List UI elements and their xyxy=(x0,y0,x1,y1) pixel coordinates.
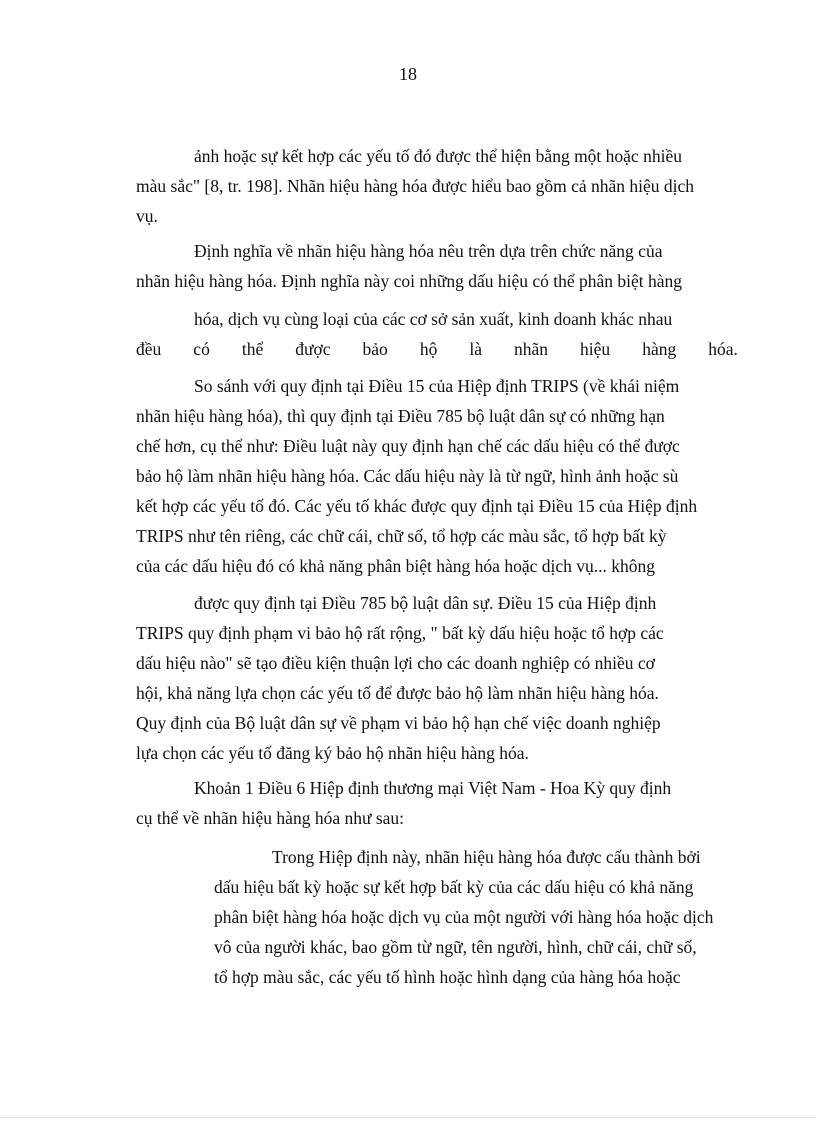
page-bottom-edge xyxy=(0,1117,816,1118)
word: nhãn xyxy=(514,339,549,359)
word: bảo xyxy=(362,339,388,359)
quote-line: dấu hiệu bất kỳ hoặc sự kết hợp bất kỳ của các dấu hiệu có khả năng xyxy=(214,877,694,897)
text-line: Khoản 1 Điều 6 Hiệp định thương mại Việt Nam - Hoa Kỳ quy định xyxy=(194,778,672,798)
text-line: hóa, dịch vụ cùng loại của các cơ sở sản xuất, kinh doanh khác nhau xyxy=(194,309,673,329)
word: hiệu xyxy=(580,339,611,359)
text-line: lựa chọn các yếu tố đăng ký bảo hộ nhãn hiệu hàng hóa. xyxy=(136,743,529,763)
text-line: nhãn hiệu hàng hóa. Định nghĩa này coi những dấu hiệu có thể phân biệt hàng xyxy=(136,271,683,291)
word: hàng xyxy=(642,339,677,359)
text-line: vụ. xyxy=(136,206,158,226)
word: thể xyxy=(241,339,264,359)
text-line: hội, khả năng lựa chọn các yếu tố để được bảo hộ làm nhãn hiệu hàng hóa. xyxy=(136,683,659,703)
text-line: nhãn hiệu hàng hóa), thì quy định tại Điều 785 bộ luật dân sự có những hạn xyxy=(136,406,665,426)
word: là xyxy=(469,339,482,359)
text-line: ảnh hoặc sự kết hợp các yếu tố đó được thể hiện bằng một hoặc nhiều xyxy=(194,146,682,166)
word: được xyxy=(295,339,331,359)
justified-line xyxy=(136,334,738,364)
text-line: Quy định của Bộ luật dân sự về phạm vi bảo hộ hạn chế việc doanh nghiệp xyxy=(136,713,661,733)
text-line: được quy định tại Điều 785 bộ luật dân sự. Điều 15 của Hiệp định xyxy=(194,593,657,613)
quote-line: tổ hợp màu sắc, các yếu tố hình hoặc hình dạng của hàng hóa hoặc xyxy=(214,967,681,987)
text-line: màu sắc" [8, tr. 198]. Nhãn hiệu hàng hóa được hiểu bao gồm cả nhãn hiệu dịch xyxy=(136,176,695,196)
text-line: Định nghĩa về nhãn hiệu hàng hóa nêu trên dựa trên chức năng của xyxy=(194,241,663,261)
text-line: TRIPS như tên riêng, các chữ cái, chữ số, tổ hợp các màu sắc, tổ hợp bất kỳ xyxy=(136,526,667,546)
text-line: dấu hiệu nào" sẽ tạo điều kiện thuận lợi cho các doanh nghiệp có nhiều cơ xyxy=(136,653,655,673)
text-line: So sánh với quy định tại Điều 15 của Hiệp định TRIPS (về khái niệm xyxy=(194,376,680,396)
text-line: của các dấu hiệu đó có khả năng phân biệt hàng hóa hoặc dịch vụ... không xyxy=(136,556,655,576)
quote-line: Trong Hiệp định này, nhãn hiệu hàng hóa được cấu thành bởi xyxy=(272,847,701,867)
text-line: bảo hộ làm nhãn hiệu hàng hóa. Các dấu hiệu này là từ ngữ, hình ảnh hoặc sù xyxy=(136,466,679,486)
word: hộ xyxy=(419,339,438,359)
text-line: TRIPS quy định phạm vi bảo hộ rất rộng, " bất kỳ dấu hiệu hoặc tổ hợp các xyxy=(136,623,664,643)
text-line: kết hợp các yếu tố đó. Các yếu tố khác được quy định tại Điều 15 của Hiệp định xyxy=(136,496,698,516)
word: đều xyxy=(136,339,162,359)
quote-line: phân biệt hàng hóa hoặc dịch vụ của một người với hàng hóa hoặc dịch xyxy=(214,907,714,927)
text-line: cụ thể về nhãn hiệu hàng hóa như sau: xyxy=(136,808,405,828)
page-number: 18 xyxy=(399,64,417,84)
text-line: chế hơn, cụ thể như: Điều luật này quy định hạn chế các dấu hiệu có thể được xyxy=(136,436,680,456)
word: có xyxy=(193,339,210,359)
quote-line: vô của người khác, bao gồm từ ngữ, tên người, hình, chữ cái, chữ số, xyxy=(214,937,697,957)
word: hóa. xyxy=(708,339,738,359)
